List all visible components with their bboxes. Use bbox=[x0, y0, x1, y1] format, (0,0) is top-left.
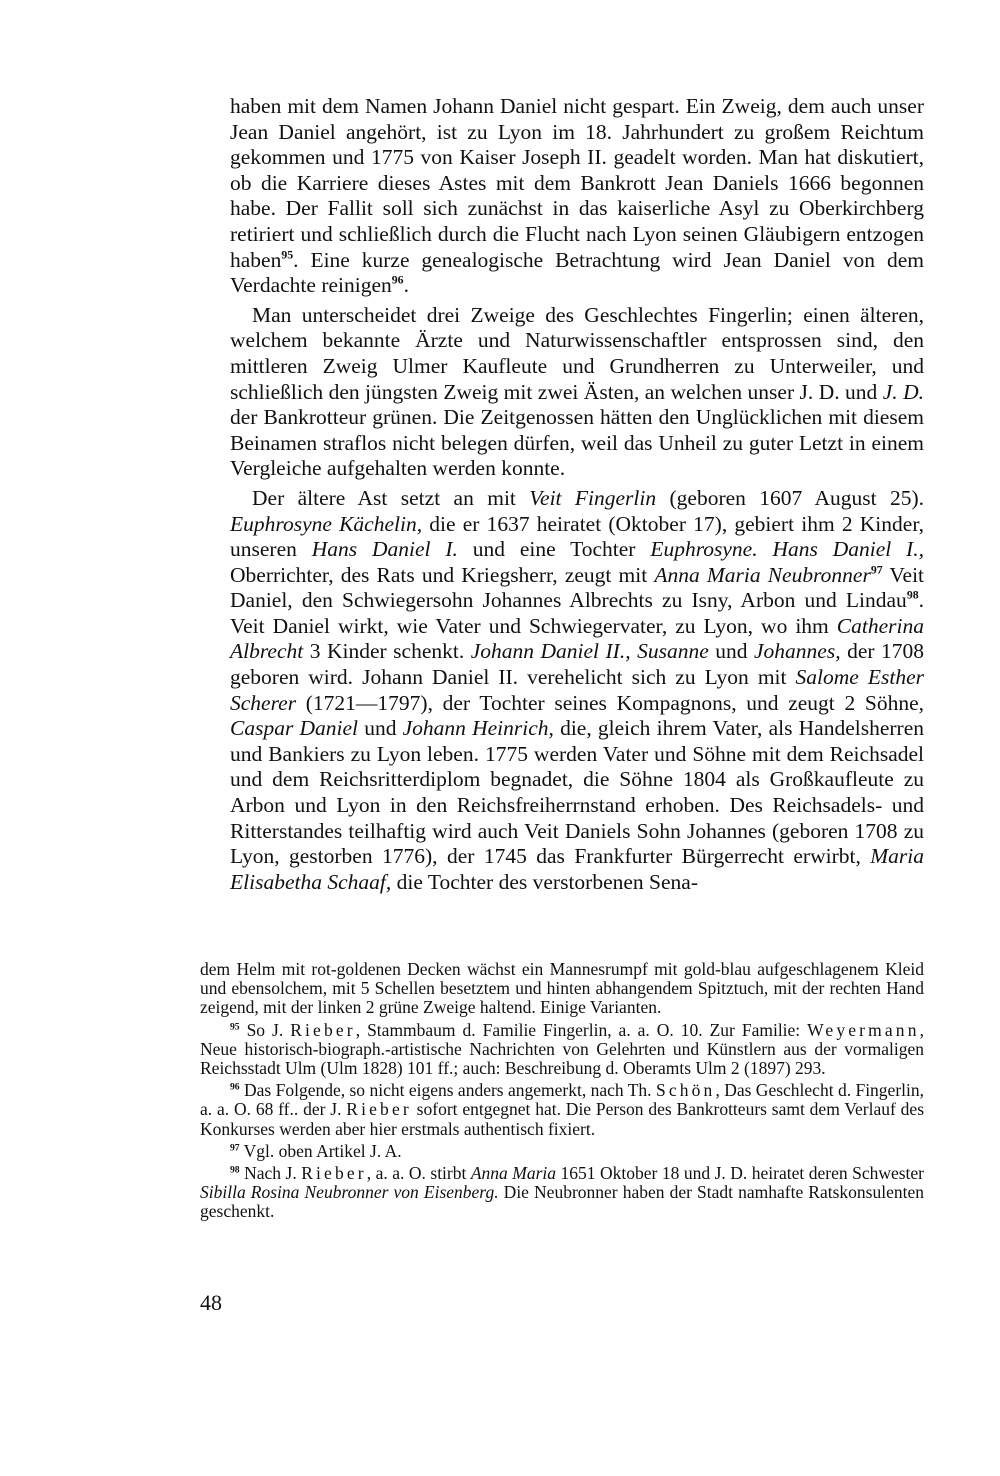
footnote-ref-96: 96 bbox=[391, 272, 404, 287]
footnote-98: $^{98}$ Nach J. Rieber, a. a. O. stirbt Anna Maria 1651 Oktober 18 und J. D. heiratet deren Schwester Sibilla Rosina Neubronner von Eisenberg. Die Neubronner haben der Stadt namhafte Ratskonsulenten geschenkt. bbox=[200, 1163, 925, 1222]
footnote-number: 97 bbox=[230, 1142, 240, 1154]
main-text bbox=[230, 94, 924, 899]
footnote-number: 95 bbox=[230, 1020, 240, 1032]
footnote-96: $^{96}$ Das Folgende, so nicht eigens anders angemerkt, nach Th. Schön, Das Geschlecht d. Fingerlin, a. a. O. 68 ff.. der J. Rieber sofort entgegnet hat. Die Person des Bankrotteurs samt dem Verlauf des Konkurses werden aber hier erstmals authentisch fixiert. bbox=[200, 1080, 924, 1139]
paragraph-1: haben mit dem Namen Johann Daniel nicht gespart. Ein Zweig, dem auch unser Jean Daniel angehört, ist zu Lyon im 18. Jahrhundert zu großem Reichtum gekommen und 1775 von Kaiser Joseph II. geadelt worden. Man hat diskutiert, ob die Karriere dieses Astes mit dem Bankrott Jean Daniels 1666 begonnen habe. Der Fallit soll sich zunächst in das kaiserliche Asyl zu Oberkirchberg retiriert und schließlich durch die Flucht nach Lyon seinen Gläubigern entzogen haben$^{95}$. Eine kurze genealogische Betrachtung wird Jean Daniel von dem Verdachte reinigen$^{96}$. bbox=[230, 94, 924, 298]
footnote-continuation: dem Helm mit rot-goldenen Decken wächst ein Mannesrumpf mit gold-blau aufgeschlagenem Kleid und ebensolchem, mit 5 Schellen besetztem und hinten abhangendem Spitztuch, mit der rechten Hand zeigend, mit der linken 2 grüne Zweige haltend. Einige Varianten. bbox=[200, 959, 924, 1018]
page-number: 48 bbox=[200, 1290, 222, 1315]
footnote-95: $^{95}$ So J. Rieber, Stammbaum d. Familie Fingerlin, a. a. O. 10. Zur Familie: Weyermann, Neue historisch-biograph.-artistische Nachrichten von Gelehrten und Künstlern aus der vormaligen Reichsstadt Ulm (Ulm 1828) 101 ff.; auch: Beschreibung d. Oberamts Ulm 2 (1897) 293. bbox=[200, 1019, 924, 1079]
paragraph-2: Man unterscheidet drei Zweige des Geschlechtes Fingerlin; einen älteren, welchem bekannte Ärzte und Naturwissenschaftler entsprossen sind, den mittleren Zweig Ulmer Kaufleute und Grundherren zu Unterweiler, und schließlich den jüngsten Zweig mit zwei Ästen, an welchen unser J. D. und J. D. der Bankrotteur grünen. Die Zeitgenossen hätten den Unglücklichen mit diesem Beinamen straflos nicht belegen dürfen, weil das Unheil zu guter Letzt in einem Vergleiche aufgehalten werden konnte. bbox=[230, 302, 925, 481]
footnote-97: $^{97}$ Vgl. oben Artikel J. A. bbox=[230, 1140, 402, 1161]
footnote-ref-97: 97 bbox=[870, 562, 883, 577]
footnote-ref-98: 98 bbox=[906, 588, 919, 603]
footnote-number: 98 bbox=[230, 1164, 240, 1176]
footnote-number: 96 bbox=[230, 1081, 240, 1093]
footnote-ref-95: 95 bbox=[281, 247, 294, 262]
footnotes bbox=[200, 960, 924, 1225]
paragraph-3: Der ältere Ast setzt an mit Veit Fingerlin (geboren 1607 August 25). Euphrosyne Kächelin, die er 1637 heiratet (Oktober 17), gebiert ihm 2 Kinder, unseren Hans Daniel I. und eine Tochter Euphrosyne. Hans Daniel I., Oberrichter, des Rats und Kriegsherr, zeugt mit Anna Maria Neubronner$^{97}$ Veit Daniel, den Schwiegersohn Johannes Albrechts zu Isny, Arbon und Lindau$^{98}$. Veit Daniel wirkt, wie Vater und Schwiegervater, zu Lyon, wo ihm Catherina Albrecht 3 Kinder schenkt. Johann Daniel II., Susanne und Johannes, der 1708 geboren wird. Johann Daniel II. verehelicht sich zu Lyon mit Salome Esther Scherer (1721—1797), der Tochter seines Kompagnons, und zeugt 2 Söhne, Caspar Daniel und Johann Heinrich, die, gleich ihrem Vater, als Handelsherren und Bankiers zu Lyon leben. 1775 werden Vater und Söhne mit dem Reichsadel und dem Reichsritterdiplom begnadet, die Söhne 1804 als Großkaufleute zu Arbon und Lyon in den Reichsfreiherrnstand erhoben. Des Reichsadels- und Ritterstandes teilhaftig wird auch Veit Daniels Sohn Johannes (geboren 1708 zu Lyon, gestorben 1776), der 1745 das Frankfurter Bürgerrecht erwirbt, Maria Elisabetha Schaaf, die Tochter des verstorbenen Sena- bbox=[230, 485, 925, 894]
